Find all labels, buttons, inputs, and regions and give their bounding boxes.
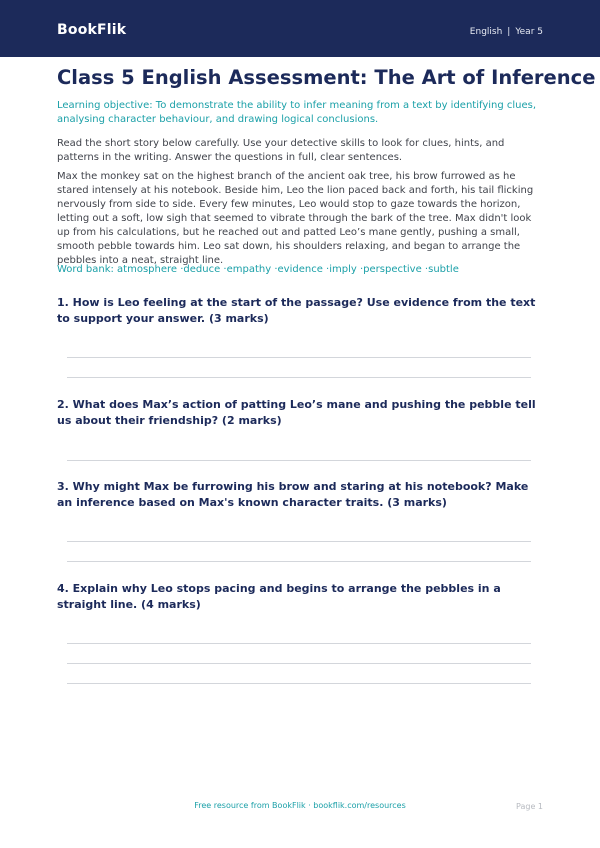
question-1: 1. How is Leo feeling at the start of the passage? Use evidence from the text to support your answer. (3 marks) <box>57 296 536 325</box>
question-3: 3. Why might Max be furrowing his brow and staring at his notebook? Make an inference based on Max's known character traits. (3 marks) <box>57 480 529 509</box>
word-bank <box>57 264 543 275</box>
word-bank-word: · subtle <box>422 264 459 275</box>
page-number: Page 1 <box>516 802 543 811</box>
word-bank-words <box>117 264 459 275</box>
page-header <box>0 0 600 57</box>
page-title: Class 5 English Assessment: The Art of Inference <box>57 66 596 89</box>
answer-line[interactable] <box>67 683 531 684</box>
answer-line[interactable] <box>67 643 531 644</box>
brand-logo[interactable]: BookFlik <box>57 22 127 38</box>
word-bank-word: · evidence <box>271 264 323 275</box>
word-bank-word: · imply <box>323 264 357 275</box>
breadcrumb-separator: | <box>507 27 511 37</box>
answer-line[interactable] <box>67 663 531 664</box>
answer-line[interactable] <box>67 357 531 358</box>
answer-line[interactable] <box>67 460 531 461</box>
learning-objective: Learning objective: To demonstrate the ability to infer meaning from a text by identifying clues, analysing character behaviour, and drawing logical conclusions. <box>57 100 537 125</box>
subject-label: English <box>469 27 503 37</box>
year-label: Year 5 <box>515 27 543 37</box>
question-4: 4. Explain why Leo stops pacing and begins to arrange the pebbles in a straight line. (4 marks) <box>57 582 501 611</box>
story-passage: Max the monkey sat on the highest branch of the ancient oak tree, his brow furrowed as he stared intensely at his notebook. Beside him, Leo the lion paced back and forth, his tail flicking nervously from side to side. Every few minutes, Leo would stop to gaze towards the horizon, letting out a soft, low sigh that seemed to vibrate through the bark of the tree. Max didn't look up from his calculations, but he reached out and patted Leo’s mane gently, pushing a small, smooth pebble towards him. Leo sat down, his shoulders relaxing, and began to arrange the pebbles into a neat, straight line. <box>57 171 534 266</box>
answer-line[interactable] <box>67 541 531 542</box>
word-bank-word: · perspective <box>357 264 422 275</box>
word-bank-word: · empathy <box>220 264 271 275</box>
question-2: 2. What does Max’s action of patting Leo’s mane and pushing the pebble tell us about their friendship? (2 marks) <box>57 398 536 427</box>
word-bank-word: atmosphere <box>117 264 178 275</box>
word-bank-label: Word bank: <box>57 264 114 275</box>
subject-breadcrumb <box>470 27 543 37</box>
instructions-text: Read the short story below carefully. Use your detective skills to look for clues, hints, and patterns in the writing. Answer the questions in full, clear sentences. <box>57 138 505 163</box>
word-bank-word: · deduce <box>177 264 220 275</box>
footer-resource-link[interactable]: Free resource from BookFlik · bookflik.com/resources <box>194 801 406 810</box>
answer-line[interactable] <box>67 377 531 378</box>
answer-line[interactable] <box>67 561 531 562</box>
